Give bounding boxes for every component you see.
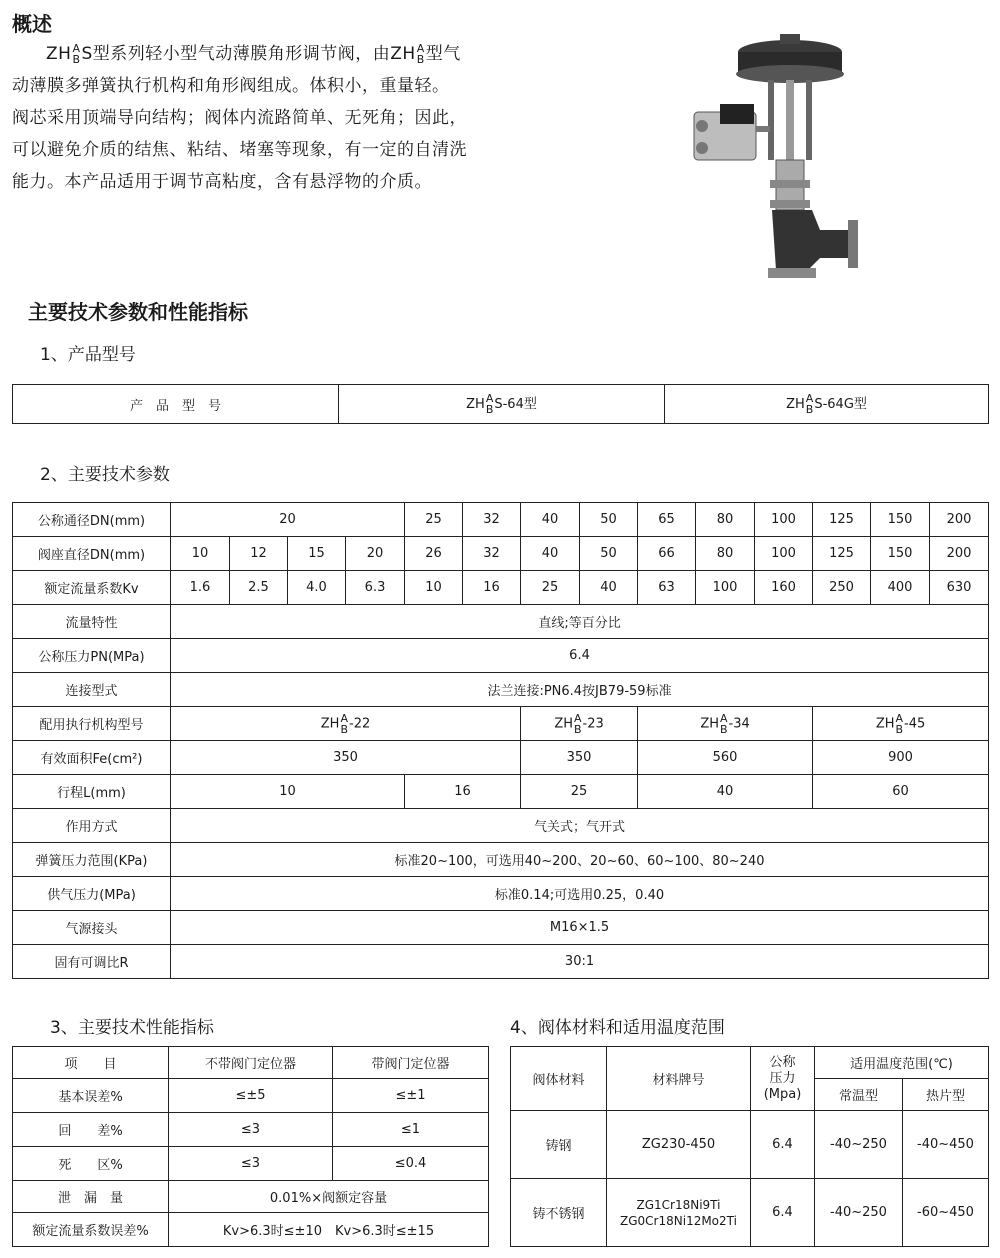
kv-row: 额定流量系数Kv 1.6 2.5 4.0 6.3 10 16 25 40 63 100 160 250 400 630	[13, 571, 989, 605]
overview-line-4: 可以避免介质的结焦、粘结、堵塞等现象，有一定的自清洗	[12, 140, 467, 160]
overview-text	[12, 38, 652, 198]
overview-line-1: ZH A B S型系列轻小型气动薄膜角形调节阀，由ZH A B 型气	[46, 42, 461, 66]
seat-row: 阀座直径DN(mm) 10 12 15 20 26 32 40 50 66 80 100 125 150 200	[13, 537, 989, 571]
flow-row: 流量特性 直线;等百分比	[13, 605, 989, 639]
material-row: 铸不锈钢 ZG1Cr18Ni9Ti ZG0Cr18Ni12Mo2Ti 6.4 -40~250 -60~450	[511, 1179, 989, 1247]
perf-row: 死 区% ≤3 ≤0.4	[13, 1147, 489, 1181]
overview-line-3: 阀芯采用顶端导向结构；阀体内流路简单、无死角；因此，	[12, 108, 467, 128]
performance-table: 项 目 不带阀门定位器 带阀门定位器 基本误差% ≤±5 ≤±1 回 差% ≤3 ≤1 死 区% ≤3 ≤0.4 泄 漏 量 0.01%×阀额定容量 额定流量系数误差% Kv>6.3时≤±10 Kv>6.3时≤±15	[12, 1046, 489, 1247]
actuator-row: 配用执行机构型号 ZH A B -22 ZH A B -23 ZH A B -34 ZH A B -45	[13, 707, 989, 741]
air-joint-row: 气源接头 M16×1.5	[13, 911, 989, 945]
perf-row: 回 差% ≤3 ≤1	[13, 1113, 489, 1147]
air-supply-row: 供气压力(MPa) 标准0.14;可选用0.25，0.40	[13, 877, 989, 911]
section-1-title: 1、产品型号	[40, 345, 136, 365]
ab-subscript: A B	[416, 42, 425, 66]
overview-heading: 概述	[12, 12, 52, 36]
pn-row: 公称压力PN(MPa) 6.4	[13, 639, 989, 673]
model-2: ZH A B S-64G型	[665, 385, 989, 424]
ratio-row: 固有可调比R 30:1	[13, 945, 989, 979]
mode-row: 作用方式 气关式；气开式	[13, 809, 989, 843]
area-row: 有效面积Fe(cm²) 350 350 560 900	[13, 741, 989, 775]
model-table	[12, 384, 989, 424]
overview-line-2: 动薄膜多弹簧执行机构和角形阀组成。体积小，重量轻。	[12, 76, 450, 96]
material-row: 铸钢 ZG230-450 6.4 -40~250 -40~450	[511, 1111, 989, 1179]
section-2-title: 2、主要技术参数	[40, 465, 170, 485]
material-table: 阀体材料 材料牌号 公称 压力 (Mpa) 适用温度范围(℃) 常温型 热片型 铸钢 ZG230-450 6.4 -40~250 -40~450 铸不锈钢 ZG1Cr18Ni9Ti ZG0Cr18Ni12Mo2Ti 6.4 -40~250 -60~450	[510, 1046, 989, 1247]
overview-line-5: 能力。本产品适用于调节高粘度，含有悬浮物的介质。	[12, 172, 432, 192]
connection-row: 连接型式 法兰连接:PN6.4按JB79-59标准	[13, 673, 989, 707]
spring-row: 弹簧压力范围(KPa) 标准20~100，可选用40~200、20~60、60~100、80~240	[13, 843, 989, 877]
model-1: ZH A B S-64型	[339, 385, 665, 424]
perf-row: 基本误差% ≤±5 ≤±1	[13, 1079, 489, 1113]
stroke-row: 行程L(mm) 10 16 25 40 60	[13, 775, 989, 809]
section-3-title: 3、主要技术性能指标	[50, 1018, 214, 1038]
main-title: 主要技术参数和性能指标	[28, 300, 248, 324]
model-label: 产 品 型 号	[13, 385, 339, 424]
parameters-table	[12, 502, 989, 979]
ab-subscript: A B	[72, 42, 81, 66]
dn-row: 公称通径DN(mm) 20 25 32 40 50 65 80 100 125 150 200	[13, 503, 989, 537]
valve-photo	[680, 30, 870, 280]
section-4-title: 4、阀体材料和适用温度范围	[510, 1018, 725, 1038]
kv-error-row: 额定流量系数误差% Kv>6.3时≤±10 Kv>6.3时≤±15	[13, 1213, 489, 1247]
leak-row: 泄 漏 量 0.01%×阀额定容量	[13, 1181, 489, 1213]
